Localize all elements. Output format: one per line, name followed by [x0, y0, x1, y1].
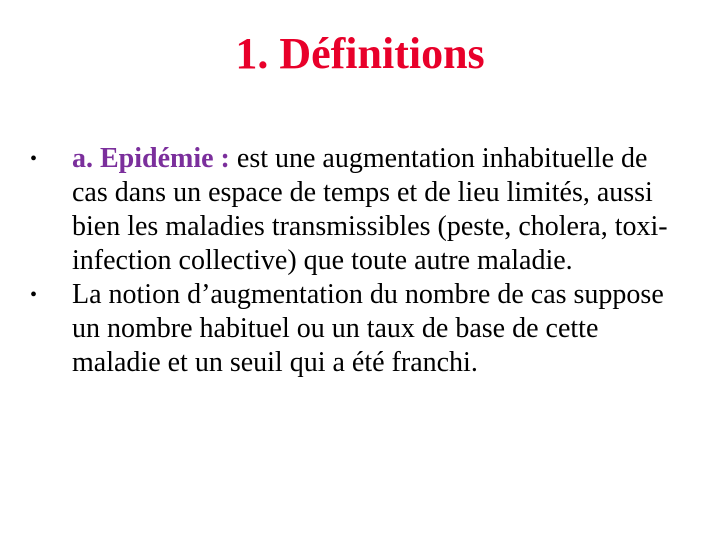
term-epidemie: a. Epidémie : [72, 143, 230, 174]
bullet-icon: • [30, 284, 38, 306]
slide-title: 1. Définitions [235, 29, 485, 78]
definition-epidemie: est une augmentation inhabituelle de cas dans un espace de temps et de lieu limités, aussi bien les maladies transmissibles (peste, cholera, toxi-infection collective) que toute autre maladie. [72, 143, 668, 276]
bullet-list [30, 142, 690, 380]
bullet-item-augmentation [30, 278, 690, 380]
bullet-text-augmentation: La notion d’augmentation du nombre de cas suppose un nombre habituel ou un taux de base de cette maladie et un seuil qui a été franchi. [72, 279, 664, 378]
bullet-item-epidemie [30, 142, 690, 278]
bullet-icon: • [30, 148, 38, 170]
